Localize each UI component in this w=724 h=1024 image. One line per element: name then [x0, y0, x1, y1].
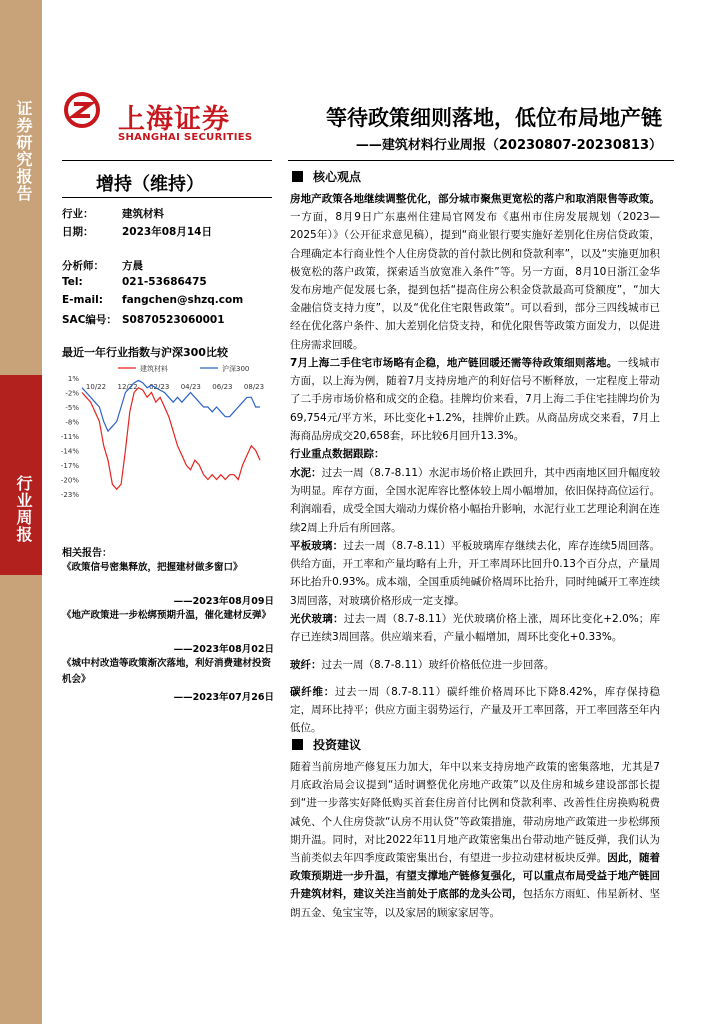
- chart-y-tick-label: -8%: [65, 418, 79, 427]
- chart-y-tick-label: -17%: [60, 462, 79, 470]
- info-email: E-mail: fangchen@shzq.com: [62, 294, 244, 306]
- sidebar-section: [0, 375, 42, 575]
- chart-x-tick-label: 06/23: [212, 383, 233, 391]
- chart-series-line-0: [82, 388, 260, 490]
- info-industry: 行业： 建筑材料: [62, 208, 164, 220]
- info-sac: SAC编号： S0870523060001: [62, 314, 225, 326]
- chart-y-tick-label: -2%: [65, 389, 79, 398]
- chart-legend-label: 沪深300: [222, 365, 250, 373]
- index-comparison-chart: [56, 362, 270, 512]
- related-report-2-date: ——2023年08月02日: [173, 644, 274, 655]
- info-date: 日期： 2023年08月14日: [62, 226, 212, 238]
- carbon-fiber-paragraph: 碳纤维：过去一周（8.7-8.11）碳纤维价格周环比下降8.42%，库存保持稳定，周环比持平；供应方面主弱势运行，产量及开工率回落，开工率回落至年内低位。: [290, 686, 660, 735]
- investment-advice-heading: 投资建议: [292, 736, 361, 753]
- report-title: 等待政策细则落地，低位布局地产链: [326, 105, 662, 130]
- section-square-icon: [292, 739, 303, 750]
- related-report-1[interactable]: 《政策信号密集释放，把握建材做多窗口》: [62, 562, 243, 573]
- pv-glass-paragraph: 光伏玻璃：过去一周（8.7-8.11）光伏玻璃价格上涨，周环比变化+2.0%；库存已连续3周回落。供应端来看，产量小幅增加，周环比变化+0.33%。: [290, 613, 660, 644]
- data-tracking-heading: 行业重点数据跟踪：: [290, 448, 385, 460]
- chart-x-tick-label: 08/23: [243, 383, 265, 391]
- chart-y-tick-label: -14%: [60, 447, 79, 456]
- related-report-3[interactable]: 《城中村改造等政策渐次落地，利好消费建材投资机会》: [62, 658, 272, 685]
- core-paragraph-1: 房地产政策各地继续调整优化，部分城市聚焦更宽松的落户和取消限售等政策。一方面，8月9日广东惠州住建局官网发布《惠州市住房发展规划（2023—2025年）》（公开征求意见稿），提到“商业银行要实施好差别化住房信贷政策，合理确定本行商业性个人住房贷款的首付款比例和贷款利率”，以及“实施更加积极宽松的落户政策，探索适当放宽准入条件”等。另一方面，8月10日浙江金华发布房地产促发展七条，提到包括“提高住房公积金贷款最高可贷额度”，“加大金融信贷支持力度”，以及“优化住宅限售政策”。可以看到，部分三四线城市已经在优化落户条件、加大差别化信贷支持，和优化限售等政策方面发力，以促进住房需求回暖。: [290, 193, 660, 351]
- report-subtitle: ——建筑材料行业周报（20230807-20230813）: [355, 138, 662, 153]
- chart-x-tick-label: 12/22: [117, 383, 138, 391]
- core-paragraph-2: 7月上海二手住宅市场略有企稳，地产链回暖还需等待政策细则落地。一线城市方面，以上海为例，随着7月支持房地产的利好信号不断释放，一定程度上带动了二手房市场价格和成交的企稳。挂牌均价来看，7月上海二手住宅挂牌均价为69,754元/平方米，环比变化+1.2%，挂牌价止跌。从商品房成交来看，7月上海商品房成交20,658套，环比较6月回升13.3%。: [290, 357, 661, 442]
- shanghai-securities-logo-icon: [64, 92, 100, 128]
- related-reports-title: 相关报告：: [62, 548, 112, 559]
- sidebar-report-label: 证券研究报告: [14, 100, 33, 202]
- sidebar-top: [0, 0, 42, 375]
- chart-y-tick-label: -11%: [60, 433, 79, 441]
- chart-y-tick-label: -5%: [65, 404, 79, 412]
- glass-fiber-paragraph: 玻纤：过去一周（8.7-8.11）玻纤价格低位进一步回落。: [290, 659, 555, 671]
- chart-x-tick-label: 02/23: [149, 383, 170, 391]
- rating: 增持（维持）: [96, 174, 204, 195]
- logo-en-text: SHANGHAI SECURITIES: [118, 132, 253, 143]
- chart-title: 最近一年行业指数与沪深300比较: [62, 346, 228, 359]
- chart-legend-label: 建筑材料: [140, 365, 168, 373]
- related-report-3-date: ——2023年07月26日: [173, 692, 274, 703]
- cement-paragraph: 水泥：过去一周（8.7-8.11）水泥市场价格止跌回升，其中西南地区回升幅度较为明显。库存方面，全国水泥库容比整体较上周小幅增加，依旧保持高位运行。利润端看，成受全国大端动力煤价格小幅抬升影响，水泥行业工艺理论利润在连续2周上升后有所回落。: [290, 467, 660, 534]
- info-analyst: 分析师： 方晨: [62, 260, 143, 272]
- chart-x-tick-label: 10/22: [85, 383, 107, 391]
- investment-paragraph: 随着当前房地产修复压力加大，年中以来支持房地产政策的密集落地，尤其是7月底政治局会议提到“适时调整优化房地产政策”以及住房和城乡建设部部长提到“进一步落实好降低购买首套住房首付比例和贷款利率、改善性住房换购税费减免、个人住房贷款“认房不用认贷”等政策措施，带动房地产政策进一步松绑预期升温。同时，对比2022年11月地产政策密集出台带动地产链反弹，我们认为当前类似去年四季度政策密集出台，有望进一步拉动建材板块反弹。因此，随着政策预期进一步升温，有望支撑地产链修复强化，可以重点布局受益于地产链回升建筑材料，建议关注当前处于底部的龙头公司，包括东方雨虹、伟星新材、坚朗五金、兔宝宝等，以及家居的顾家家居等。: [290, 761, 661, 919]
- rating-divider: [62, 197, 272, 198]
- left-divider: [62, 160, 272, 161]
- chart-y-tick-label: -20%: [60, 476, 79, 485]
- related-report-1-date: ——2023年08月09日: [173, 596, 274, 607]
- core-views-heading: 核心观点: [292, 168, 361, 185]
- chart-y-tick-label: -23%: [60, 491, 79, 499]
- sidebar-weekly-label: 行业周报: [14, 475, 33, 543]
- flat-glass-paragraph: 平板玻璃：过去一周（8.7-8.11）平板玻璃库存继续去化，库存连续5周回落。供给方面，开工率和产量均略有上升，开工率周环比回升0.13个百分点，产量周环比抬升0.93%。成本端，全国重质纯碱价格周环比抬升，同时纯碱开工率连续3周回落，对玻璃价格形成一定支撑。: [290, 540, 660, 607]
- section-square-icon: [292, 171, 303, 182]
- chart-y-tick-label: 1%: [67, 375, 79, 383]
- info-tel: Tel: 021-53686475: [62, 276, 207, 288]
- related-report-2[interactable]: 《地产政策进一步松绑预期升温，催化建材反弹》: [62, 610, 272, 621]
- chart-x-tick-label: 04/23: [180, 383, 201, 391]
- title-divider: [288, 160, 674, 161]
- logo-cn-text: 上海证券: [118, 104, 230, 135]
